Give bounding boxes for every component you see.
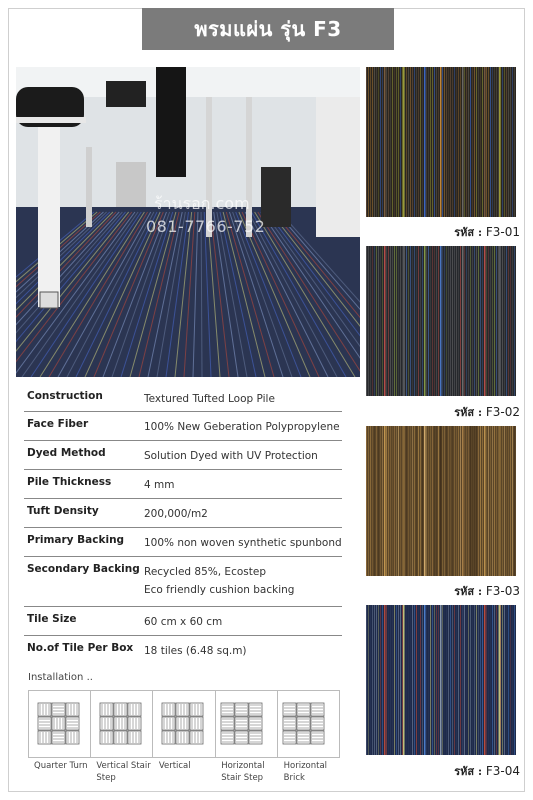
watermark [146,192,265,236]
spec-row-primary-backing [24,528,342,557]
spec-value: 100% non woven synthetic spunbond [144,537,342,549]
code-value: F3-03 [485,584,520,598]
carpet-swatch-image [366,426,516,576]
installation-patterns [28,690,340,758]
spec-value: 18 tiles (6.48 sq.m) [144,645,247,657]
product-code [440,223,520,241]
vertical-icon [161,701,207,747]
spec-value-line: Eco friendly cushion backing [144,584,295,596]
code-prefix: รหัส : [454,226,483,239]
spec-label: No.of Tile Per Box [27,642,134,654]
spec-value: 100% New Geberation Polypropylene [144,421,340,433]
pattern-quarter-turn [29,691,91,757]
spec-table [24,384,342,664]
spec-row-tile-size [24,607,342,636]
spec-row-face-fiber [24,412,342,441]
spec-row-construction [24,384,342,412]
spec-label: Tuft Density [27,505,99,517]
pattern-vertical [153,691,215,757]
spec-row-pile-thickness [24,470,342,499]
spec-label: Dyed Method [27,447,106,459]
swatch-f3-02 [366,246,516,396]
carpet-swatch-image [366,605,516,755]
spec-row-dyed-method [24,441,342,470]
code-prefix: รหัส : [454,585,483,598]
carpet-swatch-image [366,246,516,396]
product-code [440,403,520,421]
spec-value: 200,000/m2 [144,508,208,520]
product-code [440,582,520,600]
pattern-horizontal-brick [278,691,339,757]
spec-label: Construction [27,390,103,402]
pattern-vertical-stair-step [91,691,153,757]
horizontal-brick-icon [282,701,334,747]
swatch-f3-04 [366,605,516,755]
carpet-swatch-image [366,67,516,217]
spec-label: Pile Thickness [27,476,112,488]
spec-value: Textured Tufted Loop Pile [144,393,275,405]
watermark-phone: 081-7766-752 [146,217,266,236]
spec-row-tiles-per-box [24,636,342,664]
code-value: F3-01 [485,225,520,239]
pattern-label: Quarter Turn [34,761,88,771]
quarter-turn-icon [37,701,83,747]
pattern-label: Horizontal Stair Step [221,761,265,783]
code-prefix: รหัส : [454,406,483,419]
spec-value: 4 mm [144,479,175,491]
spec-label: Primary Backing [27,534,125,546]
swatch-f3-03 [366,426,516,576]
spec-value-line: Recycled 85%, Ecostep [144,566,266,578]
spec-row-secondary-backing [24,557,342,607]
code-prefix: รหัส : [454,765,483,778]
page-title [142,8,394,50]
gym-photo [16,67,360,377]
spec-row-tuft-density [24,499,342,528]
code-value: F3-04 [485,764,520,778]
spec-value: Solution Dyed with UV Protection [144,450,318,462]
horizontal-stair-step-icon [220,701,272,747]
installation-title: Installation .. [28,672,93,683]
swatch-f3-01 [366,67,516,217]
watermark-site: ร้านรอก.com [154,194,250,213]
installation-labels [28,760,340,784]
spec-label: Tile Size [27,613,77,625]
product-code [440,762,520,780]
code-value: F3-02 [485,405,520,419]
pattern-horizontal-stair-step [216,691,278,757]
pattern-label: Vertical [158,761,191,771]
spec-value: 60 cm x 60 cm [144,616,223,628]
page-title-text: พรมแผ่น รุ่น F3 [194,17,342,41]
spec-label: Face Fiber [27,418,89,430]
spec-value [144,557,342,599]
spec-label: Secondary Backing [27,563,140,575]
pattern-label: Vertical Stair Step [96,761,151,783]
vertical-stair-step-icon [99,701,145,747]
pattern-label: Horizontal Brick [283,761,328,783]
